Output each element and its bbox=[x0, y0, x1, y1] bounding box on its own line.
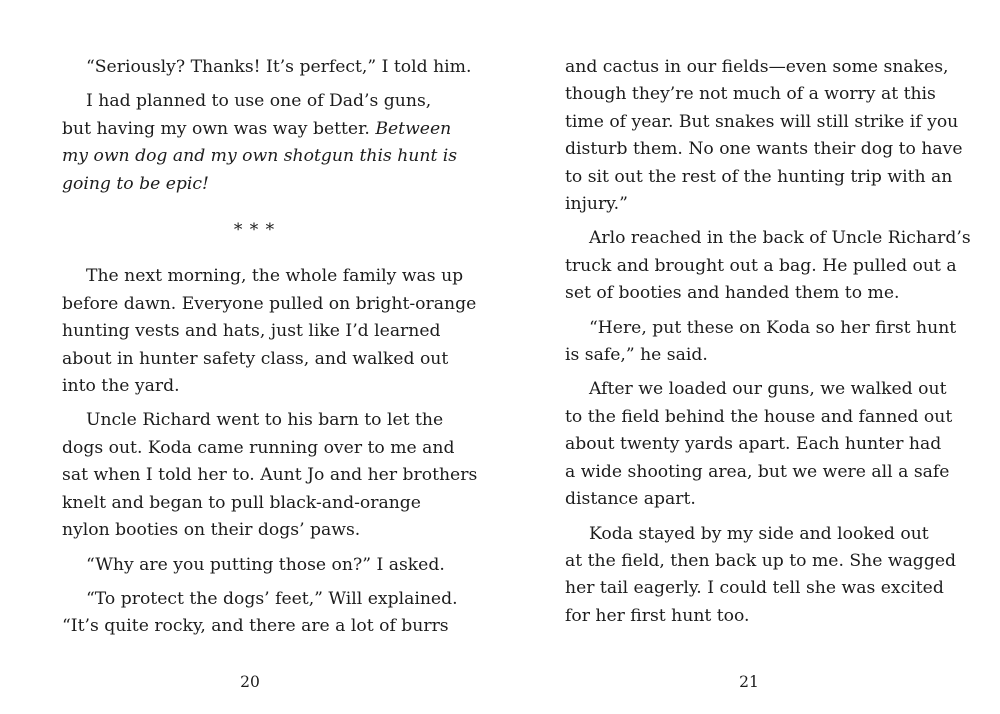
paragraph bbox=[565, 521, 956, 631]
paragraph bbox=[565, 54, 963, 218]
text-line: and cactus in our fields—even some snakes, bbox=[565, 57, 949, 77]
text-line: time of year. But snakes will still strike if you bbox=[565, 111, 959, 132]
text-line: to the field behind the house and fanned out bbox=[565, 406, 953, 427]
text-segment: but having my own was way better. bbox=[62, 118, 376, 139]
paragraph bbox=[62, 263, 477, 400]
scene-break: * * * bbox=[233, 220, 276, 241]
text-line: her tail eagerly. I could tell she was excited bbox=[565, 578, 944, 599]
text-line: “To protect the dogs’ feet,” Will explained. bbox=[86, 588, 458, 609]
text-line: “It’s quite rocky, and there are a lot of burrs bbox=[62, 616, 449, 637]
text-line: truck and brought out a bag. He pulled out a bbox=[565, 255, 957, 276]
text-line: distance apart. bbox=[565, 489, 696, 510]
text-line: nylon booties on their dogs’ paws. bbox=[62, 520, 361, 541]
italic-thought: my own dog and my own shotgun this hunt is bbox=[62, 146, 458, 167]
text-line: at the field, then back up to me. She wagged bbox=[565, 550, 956, 571]
text-line: sat when I told her to. Aunt Jo and her brothers bbox=[62, 465, 478, 486]
right-page bbox=[500, 0, 1000, 714]
text-line: The next morning, the whole family was up bbox=[86, 266, 464, 287]
page-number: 20 bbox=[240, 673, 260, 691]
paragraph bbox=[62, 407, 478, 544]
text-line: Uncle Richard went to his barn to let the bbox=[86, 410, 444, 431]
page-number: 21 bbox=[739, 673, 759, 691]
text-line: about in hunter safety class, and walked out bbox=[62, 348, 449, 369]
text-line: Arlo reached in the back of Uncle Richard’s bbox=[589, 228, 971, 249]
text-line: disturb them. No one wants their dog to have bbox=[565, 139, 963, 160]
text-line: for her first hunt too. bbox=[565, 605, 750, 626]
text-line: I had planned to use one of Dad’s guns, bbox=[86, 91, 432, 112]
paragraph bbox=[62, 586, 458, 641]
text-line: Koda stayed by my side and looked out bbox=[589, 523, 929, 544]
text-line: “Here, put these on Koda so her first hunt bbox=[589, 317, 957, 338]
text-line: a wide shooting area, but we were all a safe bbox=[565, 461, 950, 482]
text-line: though they’re not much of a worry at this bbox=[565, 84, 936, 105]
text-line bbox=[62, 116, 452, 143]
text-line: dogs out. Koda came running over to me and bbox=[62, 437, 455, 458]
text-line: is safe,” he said. bbox=[565, 345, 708, 366]
paragraph bbox=[565, 376, 953, 513]
text-line: about twenty yards apart. Each hunter had bbox=[565, 434, 942, 455]
italic-thought: Between bbox=[375, 118, 452, 139]
paragraph bbox=[62, 552, 444, 579]
italic-thought: going to be epic! bbox=[62, 173, 209, 194]
text-line: “Why are you putting those on?” I asked. bbox=[86, 554, 445, 575]
right-page-body bbox=[565, 54, 971, 637]
left-page-body bbox=[62, 54, 478, 648]
text-line: hunting vests and hats, just like I’d learned bbox=[62, 321, 441, 342]
text-line: into the yard. bbox=[62, 376, 180, 397]
text-line: set of booties and handed them to me. bbox=[565, 283, 900, 304]
text-line: “Seriously? Thanks! It’s perfect,” I told him. bbox=[86, 57, 472, 77]
paragraph bbox=[62, 54, 472, 81]
paragraph bbox=[565, 225, 971, 307]
text-line: knelt and began to pull black-and-orange bbox=[62, 492, 421, 513]
text-line: before dawn. Everyone pulled on bright-orange bbox=[62, 293, 477, 314]
paragraph bbox=[62, 88, 458, 198]
text-line: injury.” bbox=[565, 194, 628, 215]
text-line: After we loaded our guns, we walked out bbox=[589, 379, 947, 400]
paragraph bbox=[565, 315, 957, 370]
text-line: to sit out the rest of the hunting trip with an bbox=[565, 166, 953, 187]
